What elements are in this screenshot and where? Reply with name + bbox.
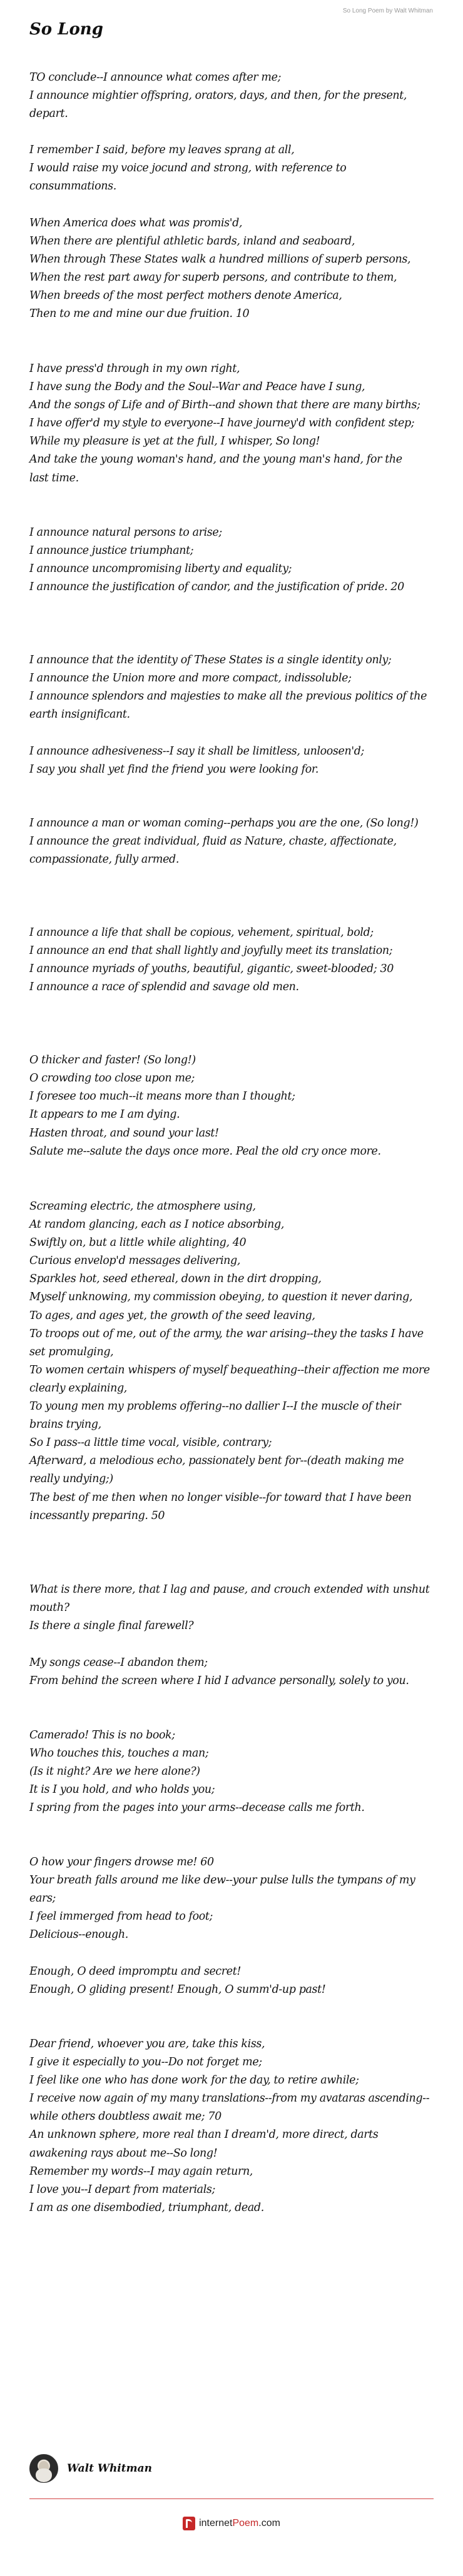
- stanza: [29, 814, 436, 869]
- poem-line: Afterward, a melodious echo, passionately bent for--(death making me: [29, 1455, 404, 1468]
- stanza: [29, 141, 436, 196]
- poem-line: Remember my words--I may again return,: [29, 2165, 253, 2178]
- poem-line: Camerado! This is no book;: [29, 1729, 175, 1742]
- stanza: [29, 1198, 436, 1525]
- poem-line: At random glancing, each as I notice absorbing,: [29, 1218, 284, 1231]
- poem-line: I spring from the pages into your arms--decease calls me forth.: [29, 1802, 365, 1815]
- page-title: So Long: [29, 20, 103, 39]
- poem-line: I receive now again of my many translations--from my avataras ascending--while others doubtless await me; 70: [29, 2092, 430, 2123]
- poem-line: When breeds of the most perfect mothers denote America,: [29, 289, 342, 303]
- poem-line: When through These States walk a hundred millions of superb persons,: [29, 253, 411, 266]
- poem-line: I announce a man or woman coming--perhaps you are the one, (So long!): [29, 817, 419, 829]
- stanza: [29, 214, 436, 324]
- poem-line: I announce a life that shall be copious, vehement, spiritual, bold;: [29, 926, 374, 939]
- poem-line: The best of me then when no longer visible--for toward that I have been incessantly preparing. 50: [29, 1491, 412, 1522]
- stanza: [29, 1654, 436, 1690]
- poem-line: An unknown sphere, more real than I dream'd, more direct, darts awakening rays about me--So long!: [29, 2128, 379, 2160]
- stanza: [29, 1125, 436, 1161]
- poem-line: To ages, and ages yet, the growth of the seed leaving,: [29, 1309, 315, 1322]
- brand-prefix: internet: [199, 2518, 233, 2528]
- poem-line: I announce natural persons to arise;: [29, 526, 222, 539]
- poem-line: When the rest part away for superb persons, and contribute to them,: [29, 271, 397, 284]
- poem-line: I announce mightier offspring, orators, days, and then, for the present, depart.: [29, 89, 407, 121]
- stanza: [29, 2035, 436, 2217]
- poem-line: I announce an end that shall lightly and joyfully meet its translation;: [29, 945, 393, 958]
- poem-line: What is there more, that I lag and pause, and crouch extended with unshut mouth?: [29, 1583, 430, 1615]
- poem-line: last time.: [29, 471, 79, 484]
- poem-line: Is there a single final farewell?: [29, 1620, 194, 1633]
- poem-line: Sparkles hot, seed ethereal, down in the dirt dropping,: [29, 1273, 322, 1286]
- poem-line: I announce the justification of candor, and the justification of pride. 20: [29, 581, 404, 594]
- poem-line: I feel like one who has done work for the day, to retire awhile;: [29, 2074, 359, 2087]
- poem-caption: So Long Poem by Walt Whitman: [342, 8, 433, 14]
- stanza: [29, 1853, 436, 1944]
- poem-line: My songs cease--I abandon them;: [29, 1656, 208, 1669]
- poem-line: To women certain whispers of myself bequeathing--their affection me more clearly explaining,: [29, 1363, 430, 1395]
- stanza: [29, 1581, 436, 1635]
- stanza: [29, 743, 436, 779]
- brand-suffix: .com: [258, 2518, 280, 2528]
- poem-line: Curious envelop'd messages delivering,: [29, 1255, 240, 1268]
- stanza: [29, 360, 436, 488]
- stanza: [29, 924, 436, 996]
- poem-line: O thicker and faster! (So long!): [29, 1054, 196, 1066]
- stanza: [29, 1963, 436, 1999]
- poem-line: It appears to me I am dying.: [29, 1108, 180, 1121]
- poem-line: And take the young woman's hand, and the young man's hand, for the: [29, 453, 402, 466]
- poem-line: Dear friend, whoever you are, take this kiss,: [29, 2038, 265, 2050]
- stanza: [29, 524, 436, 596]
- poem-body: [29, 69, 436, 2444]
- site-logo-icon: [183, 2517, 195, 2530]
- poem-line: I have offer'd my style to everyone--I have journey'd with confident step;: [29, 417, 415, 430]
- poem-line: I have sung the Body and the Soul--War and Peace have I sung,: [29, 381, 365, 394]
- author-block[interactable]: [29, 2453, 152, 2484]
- poem-line: Then to me and mine our due fruition. 10: [29, 308, 250, 321]
- poem-line: I feel immerged from head to foot;: [29, 1910, 213, 1923]
- poem-line: From behind the screen where I hid I advance personally, solely to you.: [29, 1675, 409, 1688]
- poem-line: To troops out of me, out of the army, the war arising--they the tasks I have set promulging,: [29, 1327, 424, 1358]
- poem-line: I say you shall yet find the friend you were looking for.: [29, 763, 319, 776]
- poem-line: Hasten throat, and sound your last!: [29, 1127, 219, 1140]
- poem-line: Delicious--enough.: [29, 1928, 128, 1942]
- poem-line: Screaming electric, the atmosphere using,: [29, 1200, 256, 1213]
- stanza: [29, 1727, 436, 1817]
- poem-line: I announce myriads of youths, beautiful, gigantic, sweet-blooded; 30: [29, 963, 394, 976]
- poem-line: I would raise my voice jocund and strong, with reference to consummations.: [29, 162, 347, 193]
- poem-line: When there are plentiful athletic bards, inland and seaboard,: [29, 235, 355, 248]
- author-name[interactable]: Walt Whitman: [67, 2462, 152, 2475]
- poem-line: I love you--I depart from materials;: [29, 2183, 215, 2196]
- poem-line: I give it especially to you--Do not forget me;: [29, 2056, 262, 2069]
- poem-line: TO conclude--I announce what comes after me;: [29, 71, 282, 84]
- poem-line: (Is it night? Are we here alone?): [29, 1765, 200, 1778]
- poem-line: Enough, O gliding present! Enough, O summ'd-up past!: [29, 1983, 326, 1997]
- site-brand-text: [199, 2518, 280, 2529]
- poem-line: O how your fingers drowse me! 60: [29, 1856, 214, 1868]
- poem-line: I announce that the identity of These States is a single identity only;: [29, 654, 392, 666]
- poem-line: It is I you hold, and who holds you;: [29, 1783, 215, 1797]
- poem-line: And the songs of Life and of Birth--and shown that there are many births;: [29, 399, 420, 412]
- stanza: [29, 651, 436, 724]
- poem-line: I announce splendors and majesties to make all the previous politics of the earth insignificant.: [29, 690, 427, 721]
- poem-line: Swiftly on, but a little while alighting, 40: [29, 1236, 247, 1250]
- poem-line: I announce uncompromising liberty and equality;: [29, 563, 292, 576]
- poem-line: When America does what was promis'd,: [29, 217, 243, 229]
- poem-line: I announce adhesiveness--I say it shall be limitless, unloosen'd;: [29, 745, 365, 758]
- poem-line: Who touches this, touches a man;: [29, 1747, 209, 1760]
- poem-line: O crowding too close upon me;: [29, 1072, 195, 1085]
- poem-line: I announce the great individual, fluid as Nature, chaste, affectionate, compassionate, fully armed.: [29, 835, 397, 866]
- footer-divider: [29, 2498, 434, 2499]
- poem-line: I am as one disembodied, triumphant, dead.: [29, 2201, 264, 2214]
- poem-line: I remember I said, before my leaves sprang at all,: [29, 144, 295, 156]
- poem-line: I foresee too much--it means more than I thought;: [29, 1090, 295, 1103]
- brand-accent: Poem: [232, 2518, 259, 2528]
- poem-line: I announce justice triumphant;: [29, 544, 194, 558]
- poem-line: Salute me--salute the days once more. Peal the old cry once more.: [29, 1145, 381, 1158]
- poem-line: really undying;): [29, 1473, 113, 1486]
- stanza: [29, 69, 436, 123]
- poem-line: I announce a race of splendid and savage old men.: [29, 981, 299, 994]
- poem-line: So I pass--a little time vocal, visible, contrary;: [29, 1436, 272, 1450]
- poem-line: Myself unknowing, my commission obeying, to question it never daring,: [29, 1291, 413, 1304]
- poem-line: I have press'd through in my own right,: [29, 363, 240, 375]
- author-avatar: [29, 2454, 58, 2483]
- page-header: [0, 0, 463, 44]
- poem-line: While my pleasure is yet at the full, I whisper, So long!: [29, 435, 320, 448]
- poem-line: To young men my problems offering--no dallier I--I the muscle of their brains trying,: [29, 1400, 401, 1431]
- stanza: [29, 1051, 436, 1124]
- site-brand[interactable]: [0, 2517, 463, 2530]
- poem-line: I announce the Union more and more compact, indissoluble;: [29, 672, 352, 685]
- poem-line: Enough, O deed impromptu and secret!: [29, 1965, 241, 1978]
- poem-line: Your breath falls around me like dew--your pulse lulls the tympans of my ears;: [29, 1874, 415, 1905]
